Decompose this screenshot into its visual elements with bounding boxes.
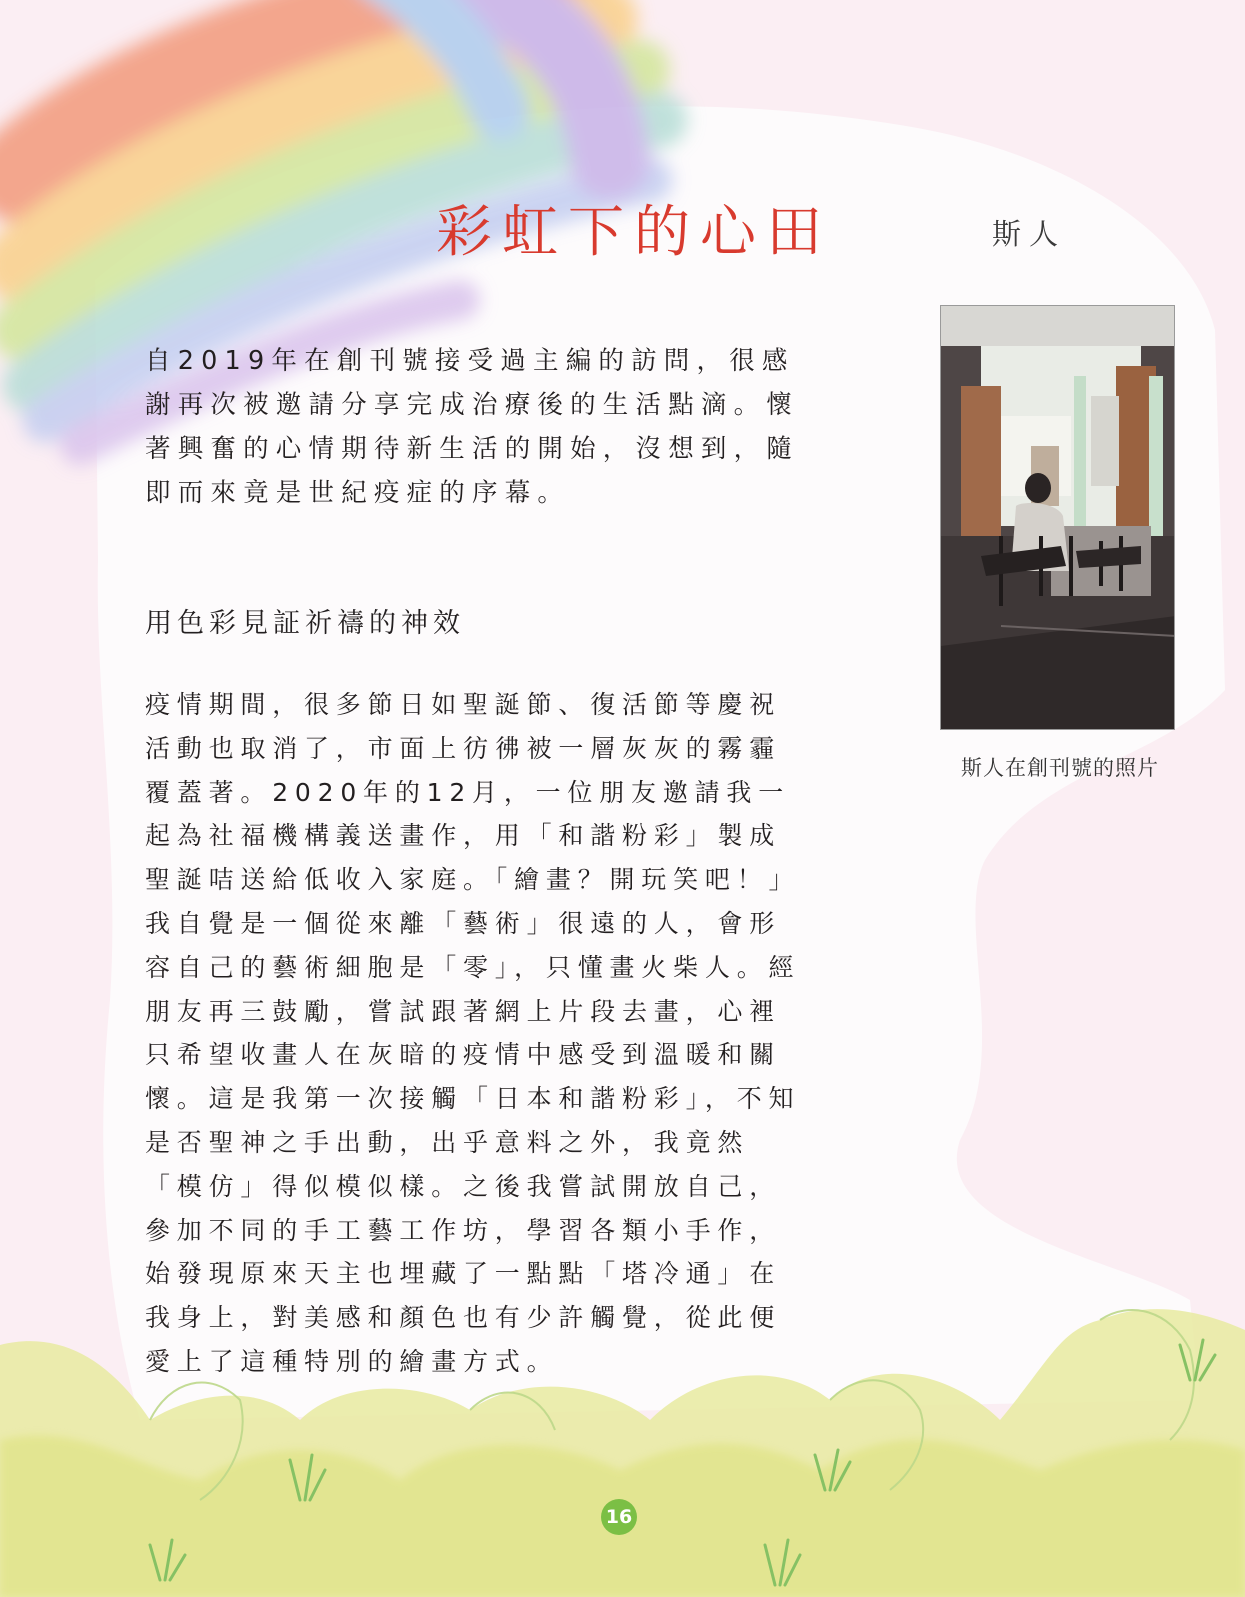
body-paragraph: 疫情期間，很多節日如聖誕節、復活節等慶祝活動也取消了，市面上彷彿被一層灰灰的霧霾覆蓋著。2020年的12月，一位朋友邀請我一起為社福機構義送畫作，用「和諧粉彩」製成聖誕咭送給低收入家庭。「繪畫？開玩笑吧！」我自覺是一個從來離「藝術」很遠的人，會形容自己的藝術細胞是「零」，只懂畫火柴人。經朋友再三鼓勵，嘗試跟著網上片段去畫，心裡只希望收畫人在灰暗的疫情中感受到溫暖和關懷。這是我第一次接觸「日本和諧粉彩」，不知是否聖神之手出動，出乎意料之外，我竟然「模仿」得似模似樣。之後我嘗試開放自己，參加不同的手工藝工作坊，學習各類小手作，始發現原來天主也埋藏了一點點「塔冷通」在我身上，對美感和顏色也有少許觸覺，從此便愛上了這種特別的繪畫方式。 xyxy=(145,690,801,1376)
author-name: 斯人 xyxy=(992,217,1067,251)
photo-caption: 斯人在創刊號的照片 xyxy=(961,756,1159,780)
page-number: 16 xyxy=(601,1499,637,1535)
intro-paragraph: 自2019年在創刊號接受過主編的訪問，很感謝再次被邀請分享完成治療後的生活點滴。懷著興奮的心情期待新生活的開始，沒想到，隨即而來竟是世紀疫症的序幕。 xyxy=(145,346,800,508)
author-photo xyxy=(940,305,1175,730)
article-title: 彩虹下的心田 xyxy=(436,200,832,265)
section-heading: 用色彩見証祈禱的神效 xyxy=(145,608,465,639)
